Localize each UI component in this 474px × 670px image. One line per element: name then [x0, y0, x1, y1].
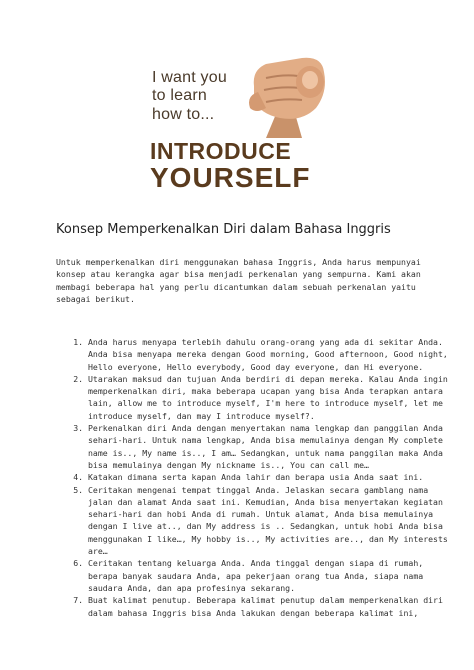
steps-list [64, 336, 450, 619]
hero-line-1: I want you [152, 69, 227, 86]
list-item: 6. Ceritakan tentang keluarga Anda. Anda tinggal dengan siapa di rumah, berapa banyak saudara Anda, apa pekerjaan orang tua Anda, siapa nama saudara Anda, dan apa profesinya sekarang. [88, 557, 450, 594]
hero-line-3: how to... [152, 106, 215, 123]
hero-line-2: to learn [152, 87, 207, 104]
page-title: Konsep Memperkenalkan Diri dalam Bahasa Inggris [56, 222, 391, 237]
intro-paragraph: Untuk memperkenalkan diri menggunakan bahasa Inggris, Anda harus mempunyai konsep atau kerangka agar bisa menjadi perkenalan yang sempurna. Kami akan membagi beberapa hal yang perlu dicantumkan dalam sebuah perkenalan yaitu sebagai berikut. [56, 257, 421, 304]
list-item: 2. Utarakan maksud dan tujuan Anda berdiri di depan mereka. Kalau Anda ingin memperkenalkan diri, maka beberapa ucapan yang bisa Anda terapkan antara lain, allow me to introduce myself, I'm here to introduce myself, let me introduce myself, dan may I introduce myself?. [88, 373, 450, 422]
pointing-fist-icon [236, 52, 332, 138]
list-item: 7. Buat kalimat penutup. Beberapa kalimat penutup dalam memperkenalkan diri dalam bahasa Inggris bisa Anda lakukan dengan beberapa kalimat ini, [88, 594, 450, 619]
hero-illustration [148, 52, 334, 192]
list-item: 3. Perkenalkan diri Anda dengan menyertakan nama lengkap dan panggilan Anda sehari-hari. Untuk nama lengkap, Anda bisa memulainya dengan My complete name is.., My name is.., I am… Sedangkan, untuk nama panggilan maka Anda bisa memulainya dengan My nickname is.., You can call me… [88, 422, 450, 471]
list-item: 4. Katakan dimana serta kapan Anda lahir dan berapa usia Anda saat ini. [88, 471, 450, 483]
list-item: 1. Anda harus menyapa terlebih dahulu orang-orang yang ada di sekitar Anda. Anda bisa menyapa mereka dengan Good morning, Good afternoon, Good night, Hello everyone, Hello everybody, Good day everyone, dan Hi everyone. [88, 336, 450, 373]
hero-heading-introduce: INTRODUCE [150, 138, 292, 164]
list-item: 5. Ceritakan mengenai tempat tinggal Anda. Jelaskan secara gamblang nama jalan dan alamat Anda saat ini. Kemudian, Anda bisa menyertakan kegiatan sehari-hari dan hobi Anda di rumah. Untuk alamat, Anda bisa memulainya dengan I live at.., dan My address is .. Sedangkan, untuk hobi Anda bisa menggunakan I like…, My hobby is.., My activities are.., dan My interests are… [88, 484, 450, 558]
hero-heading-yourself: YOURSELF [150, 162, 311, 193]
